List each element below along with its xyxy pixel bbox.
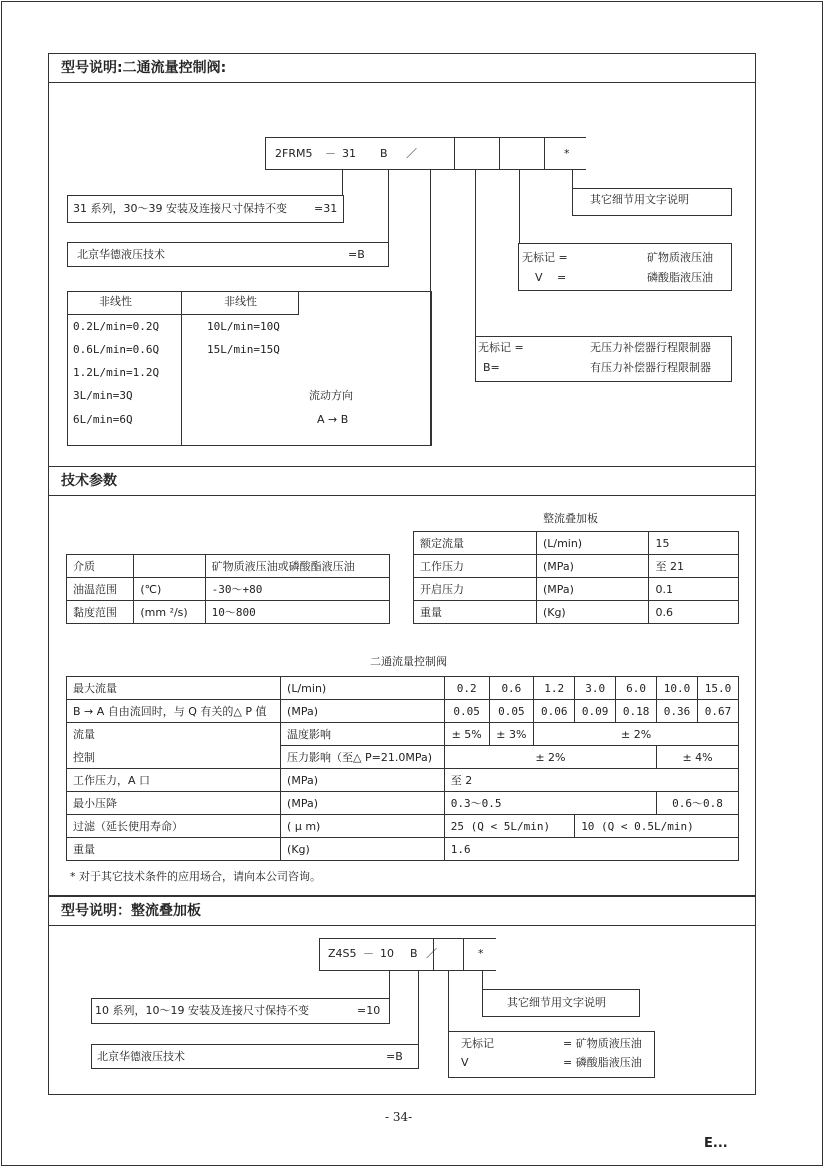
free-flow-unit: (MPa)	[281, 700, 445, 723]
pressure-effect-label: 压力影响（至△ P=21.0MPa)	[281, 746, 445, 769]
fluid-val-1: 矿物质液压油	[647, 251, 713, 264]
table-row	[414, 578, 739, 601]
comp-val-2: 有压力补偿器行程限制器	[590, 361, 711, 374]
flow-header-1: 非线性	[99, 295, 132, 308]
section-title-tech: 技术参数	[48, 466, 756, 496]
plate-caption: 整流叠加板	[543, 512, 598, 525]
fluid-key-2: V =	[535, 271, 567, 284]
flow-c2-0: 10L/min=10Q	[207, 320, 280, 333]
table-cell: 25 (Q < 5L/min)	[444, 815, 574, 838]
table-cell: ± 5%	[444, 723, 489, 746]
plate-row-label: 工作压力	[414, 555, 537, 578]
medium-unit	[134, 555, 205, 578]
flow-direction-value: A → B	[317, 413, 349, 426]
valve-caption: 二通流量控制阀	[370, 655, 447, 668]
plate-table	[413, 531, 739, 624]
table-cell: 0.36	[657, 700, 698, 723]
table-cell: ± 3%	[489, 723, 534, 746]
flow-header-2: 非线性	[224, 295, 257, 308]
beijing-text: 北京华德液压技术	[77, 248, 165, 261]
table-cell: ± 2%	[534, 723, 739, 746]
plate-code-model: Z4S5	[328, 947, 357, 960]
plate-row-unit: (L/min)	[536, 532, 649, 555]
temp-effect-label: 温度影响	[281, 723, 445, 746]
flow-direction-label: 流动方向	[309, 389, 353, 402]
section-title-model-valve: 型号说明:二通流量控制阀:	[48, 53, 756, 83]
table-cell: 至 2	[444, 769, 738, 792]
page-number: - 34-	[385, 1110, 413, 1124]
table-row	[67, 578, 390, 601]
flow-control-label-b: 控制	[67, 746, 281, 769]
code-part-star: *	[564, 147, 570, 160]
table-cell: (MPa)	[281, 792, 445, 815]
plate-row-value: 0.1	[649, 578, 739, 601]
filter-label: 过滤（延长使用寿命）	[67, 815, 281, 838]
table-row	[67, 746, 739, 769]
medium-table	[66, 554, 390, 624]
table-row	[67, 815, 739, 838]
table-cell: (MPa)	[281, 769, 445, 792]
table-row	[67, 677, 739, 700]
table-cell: ± 2%	[444, 746, 656, 769]
flow-c1-4: 6L/min=6Q	[73, 413, 133, 426]
table-cell: 0.3～0.5	[444, 792, 656, 815]
temp-range-unit: (℃)	[134, 578, 205, 601]
table-row	[414, 532, 739, 555]
plate-row-unit: (MPa)	[536, 555, 649, 578]
code-part-model: 2FRM5	[275, 147, 313, 160]
table-cell: 0.18	[616, 700, 657, 723]
table-cell: 0.6～0.8	[657, 792, 739, 815]
weight-label: 重量	[67, 838, 281, 861]
flow-control-label-a: 流量	[67, 723, 281, 746]
table-row	[67, 700, 739, 723]
plate-beijing-text: 北京华德液压技术	[97, 1050, 185, 1063]
min-drop-label: 最小压降	[67, 792, 281, 815]
table-cell: 0.05	[489, 700, 534, 723]
table-row	[67, 601, 390, 624]
table-cell: 0.05	[444, 700, 489, 723]
table-row	[414, 601, 739, 624]
table-cell: 10.0	[657, 677, 698, 700]
table-cell: 0.06	[534, 700, 575, 723]
table-cell: 15.0	[698, 677, 739, 700]
plate-series-value: =10	[357, 1004, 381, 1017]
table-row	[67, 723, 739, 746]
table-cell: 0.67	[698, 700, 739, 723]
valve-table	[66, 676, 739, 861]
table-row	[67, 838, 739, 861]
max-flow-unit: (L/min)	[281, 677, 445, 700]
plate-row-unit: (Kg)	[536, 601, 649, 624]
table-row	[67, 792, 739, 815]
table-cell: 1.2	[534, 677, 575, 700]
plate-beijing-value: =B	[386, 1050, 403, 1063]
series-note: 31 系列，30～39 安装及连接尺寸保持不变	[73, 202, 287, 215]
table-cell: 0.2	[444, 677, 489, 700]
plate-fluid-key-1: 无标记	[461, 1037, 494, 1050]
work-pressure-label: 工作压力，A 口	[67, 769, 281, 792]
flow-c1-0: 0.2L/min=0.2Q	[73, 320, 160, 333]
series-value: =31	[314, 202, 338, 215]
plate-fluid-val-2: = 磷酸脂液压油	[563, 1056, 642, 1069]
temp-range-label: 油温范围	[67, 578, 134, 601]
code-part-series: 31	[342, 147, 356, 160]
free-flow-label: B → A 自由流回时，与 Q 有关的△ P 值	[67, 700, 281, 723]
comp-val-1: 无压力补偿器行程限制器	[590, 341, 711, 354]
table-cell: 10 (Q < 0.5L/min)	[575, 815, 739, 838]
plate-code-series: 10	[380, 947, 394, 960]
plate-series-note: 10 系列，10～19 安装及连接尺寸保持不变	[95, 1004, 309, 1017]
plate-fluid-val-1: = 矿物质液压油	[563, 1037, 642, 1050]
plate-other-detail-text: 其它细节用文字说明	[507, 996, 606, 1009]
code-box-blank2	[499, 137, 545, 170]
medium-label: 介质	[67, 555, 134, 578]
beijing-value: =B	[348, 248, 365, 261]
table-cell: 6.0	[616, 677, 657, 700]
flow-c2-1: 15L/min=15Q	[207, 343, 280, 356]
plate-code-dash: －	[363, 947, 374, 960]
table-row	[67, 555, 390, 578]
table-row	[414, 555, 739, 578]
plate-row-unit: (MPa)	[536, 578, 649, 601]
max-flow-label: 最大流量	[67, 677, 281, 700]
plate-row-label: 额定流量	[414, 532, 537, 555]
logo: E...	[704, 1136, 728, 1151]
plate-code-b: B	[410, 947, 418, 960]
medium-value: 矿物质液压油或磷酸酯液压油	[205, 555, 389, 578]
table-cell: 1.6	[444, 838, 738, 861]
table-row	[67, 769, 739, 792]
plate-code-slash: ／	[426, 947, 437, 960]
viscosity-label: 黏度范围	[67, 601, 134, 624]
plate-code-star: *	[478, 947, 484, 960]
plate-row-label: 重量	[414, 601, 537, 624]
plate-row-value: 15	[649, 532, 739, 555]
comp-key-1: 无标记 =	[478, 341, 524, 354]
code-box-blank1	[454, 137, 500, 170]
flow-c1-2: 1.2L/min=1.2Q	[73, 366, 160, 379]
code-part-slash: ／	[406, 147, 417, 160]
plate-fluid-key-2: V	[461, 1056, 469, 1069]
temp-range-value: -30～+80	[205, 578, 389, 601]
footnote: * 对于其它技术条件的应用场合，请向本公司咨询。	[70, 870, 321, 883]
section-title-plate: 型号说明：整流叠加板	[48, 896, 756, 926]
plate-row-value: 0.6	[649, 601, 739, 624]
other-detail-text: 其它细节用文字说明	[590, 193, 689, 206]
fluid-key-1: 无标记 =	[522, 251, 568, 264]
code-part-b: B	[380, 147, 388, 160]
viscosity-value: 10～800	[205, 601, 389, 624]
viscosity-unit: (mm ²/s)	[134, 601, 205, 624]
flow-c1-3: 3L/min=3Q	[73, 389, 133, 402]
table-cell: ( μ m)	[281, 815, 445, 838]
plate-row-value: 至 21	[649, 555, 739, 578]
table-cell: (Kg)	[281, 838, 445, 861]
comp-key-2: B=	[483, 361, 500, 374]
table-cell: 0.6	[489, 677, 534, 700]
table-cell: 3.0	[575, 677, 616, 700]
fluid-val-2: 磷酸脂液压油	[647, 271, 713, 284]
flow-c1-1: 0.6L/min=0.6Q	[73, 343, 160, 356]
table-cell: 0.09	[575, 700, 616, 723]
plate-row-label: 开启压力	[414, 578, 537, 601]
table-cell: ± 4%	[657, 746, 739, 769]
code-part-dash: －	[325, 147, 336, 160]
